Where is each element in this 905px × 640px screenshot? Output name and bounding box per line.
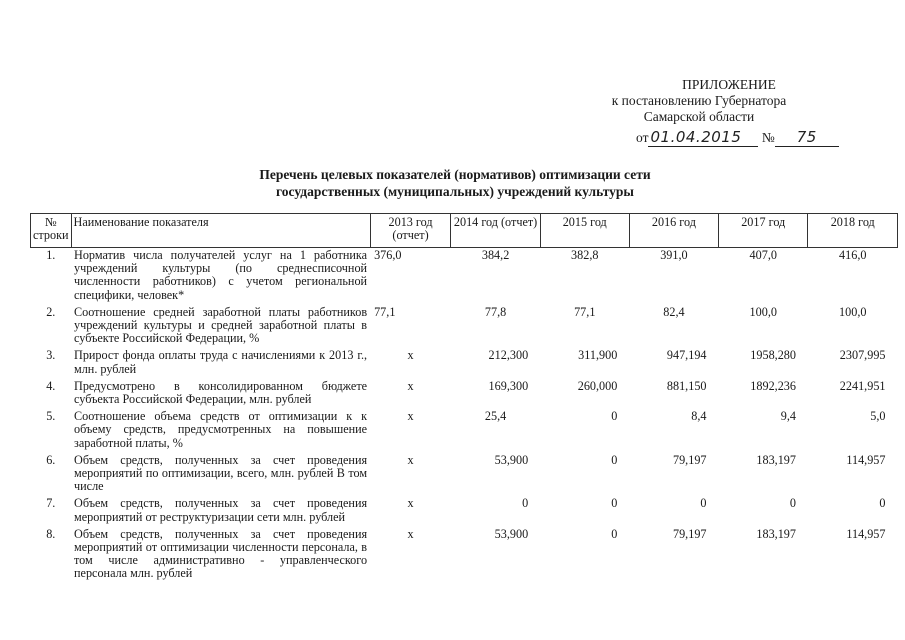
row-number: 5. (46, 409, 56, 424)
value-2017: 0 (789, 496, 796, 511)
value-2013: 376,0 (374, 248, 402, 262)
value-2018: 114,957 (846, 452, 886, 467)
row-number: 7. (46, 496, 56, 511)
value-2018: 416,0 (839, 248, 867, 262)
value-2016: 881,150 (666, 378, 707, 393)
value-2018: 100,0 (839, 304, 867, 319)
value-2018: 114,957 (846, 526, 886, 541)
indicators-table (30, 213, 898, 584)
number-sign: № (761, 130, 775, 145)
header-2015: 2015 год (540, 214, 629, 248)
handwritten-number: 75 (775, 128, 839, 147)
row-number: 1. (46, 248, 56, 262)
row-number: 6. (46, 452, 56, 467)
indicator-name: Объем средств, полученных за счет проведения мероприятий от оптимизации численности персонала, в том числе административно - управленческого персонала млн. рублей (74, 526, 368, 581)
document-title-line-2: государственных (муниципальных) учреждений культуры (276, 184, 634, 199)
header-2016: 2016 год (629, 214, 718, 248)
value-2014: 169,300 (488, 378, 529, 393)
document-title-line-1: Перечень целевых показателей (нормативов) оптимизации сети (259, 167, 651, 182)
value-2016: 79,197 (672, 526, 707, 541)
indicator-name: Норматив числа получателей услуг на 1 работника учреждений культуры (по среднесписочной численности работников) с учетом региональной специфики, человек* (74, 248, 368, 302)
table-row (31, 379, 898, 409)
value-2015: 260,000 (577, 378, 618, 393)
appendix-line-decree: к постановлению Губернатора (611, 93, 787, 108)
table-row (31, 248, 898, 305)
value-2016: 79,197 (672, 452, 707, 467)
handwritten-date: 01.04.2015 (648, 128, 758, 147)
value-2013: x (407, 409, 414, 424)
header-indicator-name: Наименование показателя (71, 214, 370, 248)
indicator-name: Объем средств, полученных за счет проведения мероприятий от реструктуризации сети млн. рублей (74, 496, 368, 524)
value-2014: 0 (522, 496, 529, 511)
value-2016: 0 (700, 496, 707, 511)
indicator-name: Объем средств, полученных за счет проведения мероприятий по оптимизации, всего, млн. рублей В том числе (74, 452, 368, 494)
header-row-number: № строки (31, 214, 72, 248)
value-2015: 77,1 (574, 304, 596, 319)
table-row (31, 527, 898, 584)
value-2017: 183,197 (756, 526, 796, 541)
date-prefix: от (636, 130, 649, 145)
header-2014: 2014 год (отчет) (451, 214, 540, 248)
header-2018: 2018 год (808, 214, 898, 248)
value-2013: x (407, 496, 414, 511)
indicator-name: Соотношение объема средств от оптимизации к к объему средств, предусмотренных на повышение заработной платы, % (74, 409, 368, 450)
appendix-line-region: Самарской области (643, 109, 755, 124)
document-title (150, 166, 760, 200)
indicator-name: Соотношение средней заработной платы работников учреждений культуры и средней заработной платы в субъекте Российской Федерации, % (74, 304, 368, 346)
value-2015: 382,8 (571, 248, 599, 262)
value-2014: 77,8 (484, 304, 507, 319)
value-2017: 183,197 (756, 452, 796, 467)
value-2014: 25,4 (484, 409, 507, 424)
value-2013: x (407, 378, 414, 393)
value-2014: 384,2 (481, 248, 510, 262)
value-2014: 212,300 (488, 348, 529, 363)
value-2017: 1892,236 (750, 378, 796, 393)
value-2015: 0 (611, 496, 618, 511)
row-number: 3. (46, 348, 56, 363)
appendix-block (569, 77, 829, 125)
table-row (31, 453, 898, 497)
value-2015: 0 (611, 409, 618, 424)
value-2014: 53,900 (494, 452, 529, 467)
table-header-row (31, 214, 898, 248)
table-row (31, 409, 898, 453)
row-number: 4. (46, 378, 56, 393)
table-row (31, 348, 898, 378)
row-number: 2. (46, 304, 56, 319)
header-2013: 2013 год (отчет) (370, 214, 451, 248)
value-2013: x (407, 526, 414, 541)
value-2017: 1958,280 (750, 348, 796, 363)
value-2013: 77,1 (374, 304, 396, 319)
value-2017: 407,0 (749, 248, 777, 262)
value-2013: x (407, 452, 414, 467)
value-2018: 2241,951 (839, 378, 886, 393)
value-2017: 9,4 (780, 409, 796, 424)
value-2014: 53,900 (494, 526, 529, 541)
indicator-name: Прирост фонда оплаты труда с начислениями к 2013 г., млн. рублей (74, 348, 368, 376)
value-2015: 0 (611, 526, 618, 541)
indicator-name: Предусмотрено в консолидированном бюджете субъекта Российской Федерации, млн. рублей (74, 378, 368, 407)
value-2016: 82,4 (663, 304, 685, 319)
value-2018: 0 (879, 496, 886, 511)
header-2017: 2017 год (719, 214, 808, 248)
decree-date-number (636, 128, 839, 147)
appendix-title: ПРИЛОЖЕНИЕ (682, 77, 776, 92)
value-2018: 5,0 (870, 409, 886, 424)
table-row (31, 496, 898, 526)
value-2016: 8,4 (691, 409, 707, 424)
value-2013: x (407, 348, 414, 363)
value-2018: 2307,995 (839, 348, 886, 363)
table-row (31, 305, 898, 349)
value-2016: 391,0 (660, 248, 688, 262)
row-number: 8. (46, 526, 56, 541)
value-2017: 100,0 (749, 304, 777, 319)
value-2015: 0 (611, 452, 618, 467)
value-2015: 311,900 (578, 348, 618, 363)
value-2016: 947,194 (666, 348, 707, 363)
